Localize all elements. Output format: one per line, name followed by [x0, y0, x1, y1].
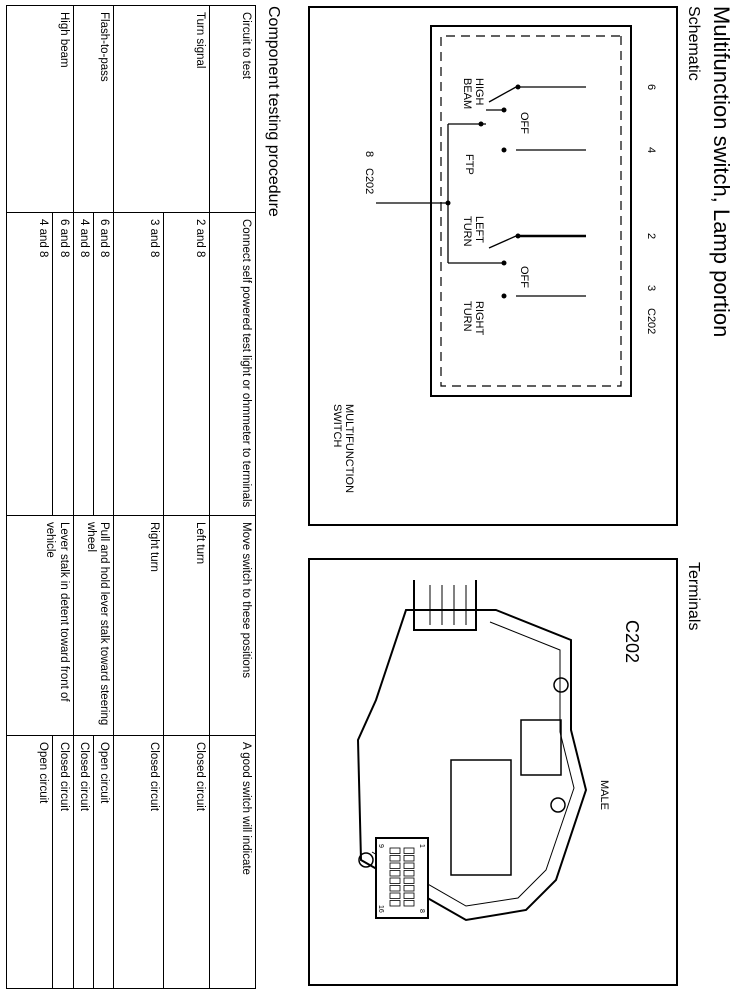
high-beam-label-1: HIGH	[473, 78, 485, 106]
schematic-heading: Schematic	[685, 6, 702, 81]
terminal-pin-16: 16	[377, 905, 384, 913]
terminals-cell: 4 and 8	[73, 213, 93, 516]
position-cell: Left turn	[164, 516, 210, 736]
schematic-pin-8: 8	[363, 150, 375, 158]
table-row	[93, 6, 113, 989]
circuit-flash-to-pass: Flash-to-pass	[73, 6, 113, 213]
connector-plug	[414, 580, 476, 630]
terminals-cell: 6 and 8	[93, 213, 113, 516]
header-positions: Move switch to these positions	[210, 516, 256, 736]
terminals-cell: 4 and 8	[7, 213, 53, 516]
indication-cell: Closed circuit	[114, 736, 164, 989]
indication-cell: Closed circuit	[53, 736, 73, 989]
right-turn-label-1: RIGHT	[473, 301, 485, 336]
off-lower-label: OFF	[518, 266, 530, 288]
header-circuit: Circuit to test	[210, 6, 256, 213]
indication-cell: Open circuit	[7, 736, 53, 989]
terminal-pin-9: 9	[377, 844, 384, 848]
schematic-pin-6: 6	[645, 83, 657, 91]
procedure-heading: Component testing procedure	[265, 6, 282, 217]
page-title: Multifunction switch, Lamp portion	[709, 6, 734, 338]
schematic-pin-8-connector: C202	[363, 168, 375, 195]
terminals-cell: 2 and 8	[164, 213, 210, 516]
position-cell: Right turn	[114, 516, 164, 736]
housing-slot	[521, 720, 561, 775]
table-row	[164, 6, 210, 989]
indication-cell: Closed circuit	[73, 736, 93, 989]
schematic-pin-4: 4	[645, 146, 657, 154]
left-turn-label-1: LEFT	[473, 216, 485, 243]
table-row	[53, 6, 73, 989]
component-label-1: MULTIFUNCTION	[343, 404, 355, 494]
circuit-turn-signal: Turn signal	[114, 6, 210, 213]
schematic-pin-2: 2	[645, 232, 657, 240]
terminals-cell: 3 and 8	[114, 213, 164, 516]
terminals-connector-label: C202	[622, 620, 642, 664]
right-turn-label-2: TURN	[461, 301, 473, 332]
high-beam-label-2: BEAM	[461, 78, 473, 110]
schematic-pin-3: 3	[645, 284, 657, 292]
connector-drawing	[310, 560, 676, 984]
housing-window	[451, 760, 511, 875]
terminals-cell: 6 and 8	[53, 213, 73, 516]
terminal-pin-1: 1	[418, 844, 425, 848]
component-label-2: SWITCH	[331, 404, 343, 448]
indication-cell: Open circuit	[93, 736, 113, 989]
position-cell: Lever stalk in detent toward front of vehicle	[7, 516, 74, 736]
indication-cell: Closed circuit	[164, 736, 210, 989]
schematic-diagram	[310, 8, 676, 524]
circuit-high-beam: High beam	[7, 6, 74, 213]
left-turn-label-2: TURN	[461, 216, 473, 247]
terminal-pin-8: 8	[418, 909, 425, 913]
off-upper-label: OFF	[518, 112, 530, 134]
schematic-pin-3-connector: C202	[645, 308, 657, 335]
schematic-panel	[308, 6, 678, 526]
testing-procedure-table	[6, 5, 256, 989]
terminals-gender-label: MALE	[598, 780, 610, 810]
header-terminals: Connect self powered test light or ohmmeter to terminals	[210, 213, 256, 516]
header-indication: A good switch will indicate	[210, 736, 256, 989]
table-header-row	[210, 6, 256, 989]
terminals-heading: Terminals	[685, 562, 702, 631]
terminals-panel	[308, 558, 678, 986]
ftp-label: FTP	[463, 154, 475, 175]
position-cell: Pull and hold lever stalk toward steering wheel	[73, 516, 113, 736]
